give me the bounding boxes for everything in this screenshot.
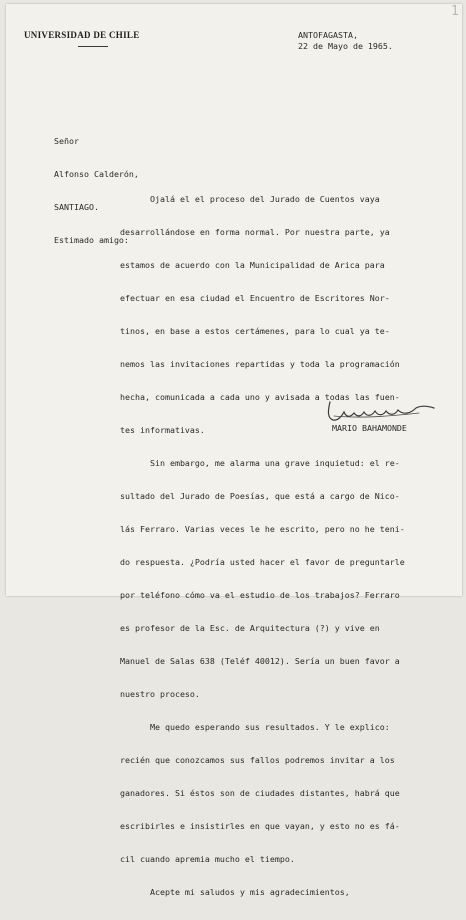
body-line: desarrollándose en forma normal. Por nuestra parte, ya	[120, 227, 390, 237]
body-line: ganadores. Si éstos son de ciudades distantes, habrá que	[120, 788, 400, 798]
page-number: 1	[451, 4, 460, 19]
letterhead-rule	[78, 46, 108, 47]
body-line: efectuar en esa ciudad el Encuentro de Escritores Nor-	[120, 293, 390, 303]
handwritten-signature	[324, 396, 444, 426]
letter-page	[6, 4, 462, 897]
closing-line: Acepte mi saludos y mis agradecimientos,	[120, 887, 350, 897]
body-line: Ojalá el el proceso del Jurado de Cuentos vaya	[120, 194, 380, 204]
signer-name: MARIO BAHAMONDE	[332, 423, 407, 433]
body-line: recién que conozcamos sus fallos podremos invitar a los	[120, 755, 395, 765]
body-line: hecha, comunicada a cada uno y avisada a todas las fuen-	[120, 392, 400, 402]
body-line: do respuesta. ¿Podría usted hacer el favor de preguntarle	[120, 557, 405, 567]
recipient-line: Señor	[54, 136, 79, 146]
recipient-line: Alfonso Calderón,	[54, 169, 139, 179]
body-line: estamos de acuerdo con la Municipalidad de Arica para	[120, 260, 385, 270]
body-line: Me quedo esperando sus resultados. Y le explico:	[120, 722, 390, 732]
place-line: ANTOFAGASTA,	[298, 30, 358, 40]
salutation: Estimado amigo:	[54, 235, 129, 245]
body-line: Sin embargo, me alarma una grave inquietud: el re-	[120, 458, 400, 468]
body-line: cil cuando apremia mucho el tiempo.	[120, 854, 295, 864]
body-line: nemos las invitaciones repartidas y toda la programación	[120, 359, 400, 369]
body-line: nuestro proceso.	[120, 689, 200, 699]
letterhead: UNIVERSIDAD DE CHILE	[24, 30, 140, 40]
body-line: lás Ferraro. Varias veces le he escrito, pero no he teni-	[120, 524, 405, 534]
body-line: es profesor de la Esc. de Arquitectura (?) y vive en	[120, 623, 380, 633]
body-line: tinos, en base a estos certámenes, para lo cual ya te-	[120, 326, 390, 336]
body-line: por teléfono cómo va el estudio de los trabajos? Ferraro	[120, 590, 400, 600]
body-line: Manuel de Salas 638 (Teléf 40012). Sería un buen favor a	[120, 656, 400, 666]
letter-body	[120, 172, 405, 920]
body-line: tes informativas.	[120, 425, 205, 435]
date-line: 22 de Mayo de 1965.	[298, 41, 393, 51]
body-line: escribirles e insistirles en que vayan, y esto no es fá-	[120, 821, 400, 831]
recipient-line: SANTIAGO.	[54, 202, 99, 212]
body-line: sultado del Jurado de Poesías, que está a cargo de Nico-	[120, 491, 400, 501]
